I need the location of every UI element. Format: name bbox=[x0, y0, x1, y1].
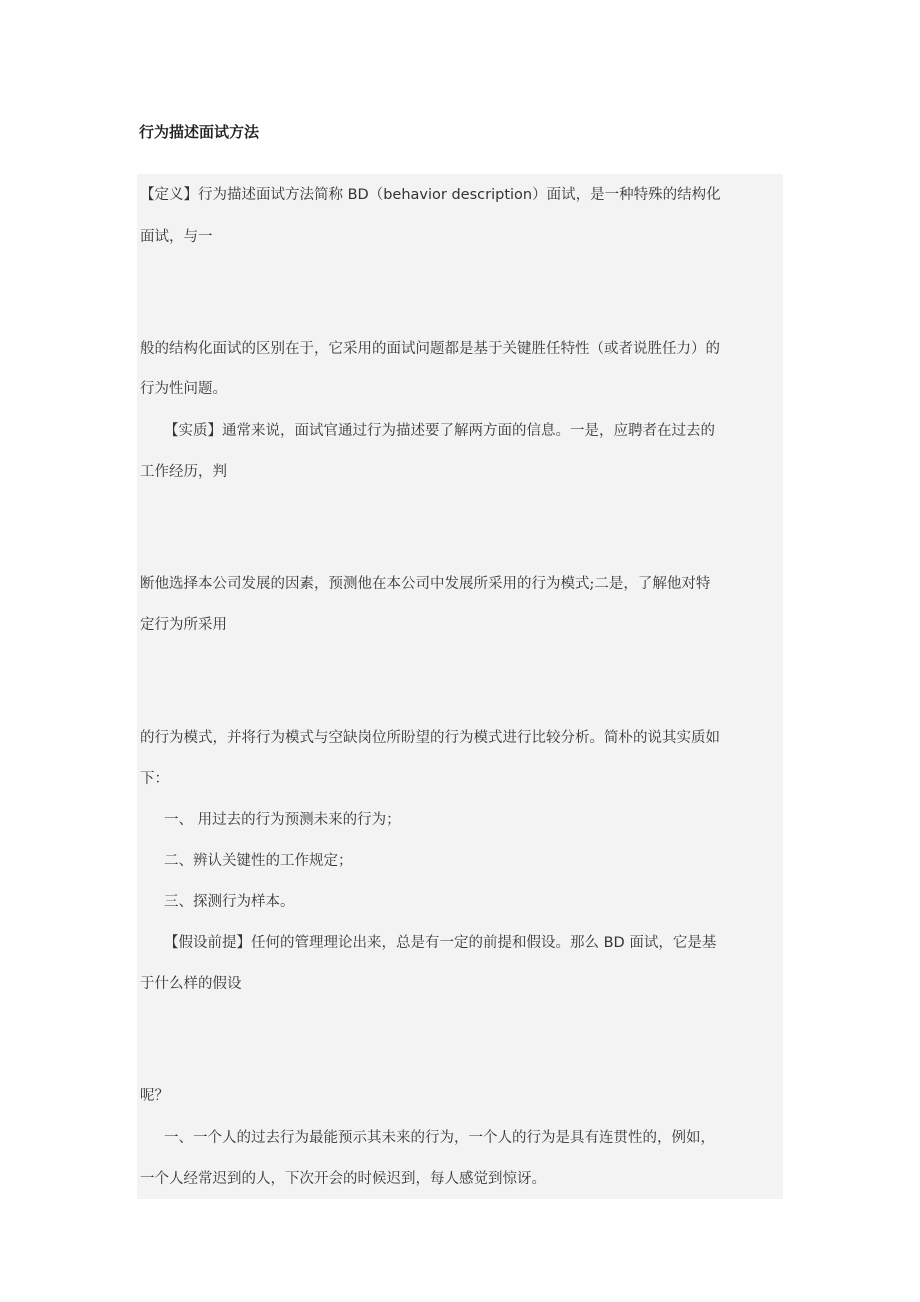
premise-line-4: 一、一个人的过去行为最能预示其未来的行为，一个人的行为是具有连贯性的，例如， bbox=[164, 1130, 715, 1146]
essence-list-item: 二、辨认关键性的工作规定； bbox=[164, 853, 353, 869]
definition-english-term: BD（behavior description） bbox=[347, 187, 547, 203]
definition-line-3: 般的结构化面试的区别在于，它采用的面试问题都是基于关键胜任特性（或者说胜任力）的 bbox=[140, 341, 720, 357]
essence-line-2: 工作经历，判 bbox=[140, 464, 227, 480]
essence-line-6: 下： bbox=[140, 771, 169, 787]
definition-line-4: 行为性问题。 bbox=[140, 381, 227, 397]
essence-line-5: 的行为模式，并将行为模式与空缺岗位所盼望的行为模式进行比较分析。简朴的说其实质如 bbox=[140, 730, 720, 746]
essence-line-4: 定行为所采用 bbox=[140, 617, 227, 633]
essence-list-item: 三、探测行为样本。 bbox=[164, 894, 295, 910]
premise-text-cont: 面试，它是基 bbox=[624, 935, 717, 951]
essence-line-1: 【实质】通常来说，面试官通过行为描述要了解两方面的信息。一是，应聘者在过去的 bbox=[164, 423, 715, 439]
content-panel bbox=[137, 174, 783, 1199]
definition-text: 【定义】行为描述面试方法简称 bbox=[140, 187, 348, 203]
definition-line-1 bbox=[140, 183, 721, 207]
definition-text-cont: 面试，是一种特殊的结构化 bbox=[546, 187, 721, 203]
definition-line-2: 面试，与一 bbox=[140, 229, 213, 245]
premise-line-3: 呢？ bbox=[140, 1088, 169, 1104]
premise-line-2: 于什么样的假设 bbox=[140, 976, 242, 992]
essence-line-3: 断他选择本公司发展的因素，预测他在本公司中发展所采用的行为模式;二是，了解他对特 bbox=[140, 576, 711, 592]
premise-english-term: BD bbox=[603, 935, 625, 951]
premise-text: 【假设前提】任何的管理理论出来，总是有一定的前提和假设。那么 bbox=[164, 935, 604, 951]
premise-line-5: 一个人经常迟到的人，下次开会的时候迟到，每人感觉到惊讶。 bbox=[140, 1171, 546, 1187]
premise-line-1 bbox=[164, 931, 716, 955]
document-title: 行为描述面试方法 bbox=[139, 123, 260, 141]
essence-list-item: 一、 用过去的行为预测未来的行为； bbox=[164, 812, 401, 828]
